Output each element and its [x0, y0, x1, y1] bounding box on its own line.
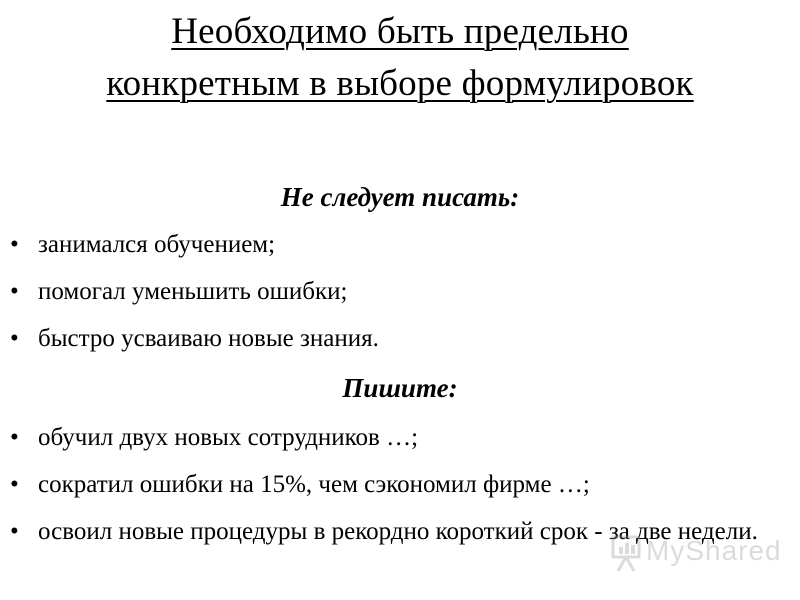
list-item-text: освоил новые процедуры в рекордно короткий срок - за две недели. — [38, 518, 758, 545]
list-item-text: помогал уменьшить ошибки; — [38, 278, 348, 305]
slide-title — [0, 6, 800, 110]
list-item-text: сократил ошибки на 15%, чем сэкономил фирме …; — [38, 471, 590, 498]
list-item — [0, 277, 800, 324]
bullet-icon: • — [10, 471, 19, 498]
list-item — [0, 230, 800, 277]
watermark-text: MyShared — [646, 535, 782, 566]
list-item — [0, 324, 800, 371]
dont-write-list — [0, 230, 800, 371]
list-item-text: быстро усваиваю новые знания. — [38, 325, 379, 352]
bullet-icon: • — [10, 325, 19, 352]
list-item — [0, 470, 800, 500]
title-line-2: конкретным в выборе формулировок — [106, 63, 694, 104]
list-item — [0, 423, 800, 453]
do-write-heading: Пишите: — [342, 373, 458, 403]
list-item-text: обучил двух новых сотрудников …; — [38, 424, 419, 451]
bullet-icon: • — [10, 518, 19, 545]
dont-write-heading: Не следует писать: — [280, 182, 520, 212]
list-item-text: занимался обучением; — [38, 231, 276, 258]
presentation-board-icon — [610, 533, 644, 573]
title-line-1: Необходимо быть предельно — [171, 11, 629, 52]
bullet-icon: • — [10, 231, 19, 258]
bullet-icon: • — [10, 424, 19, 451]
watermark — [610, 533, 790, 573]
bullet-icon: • — [10, 278, 19, 305]
